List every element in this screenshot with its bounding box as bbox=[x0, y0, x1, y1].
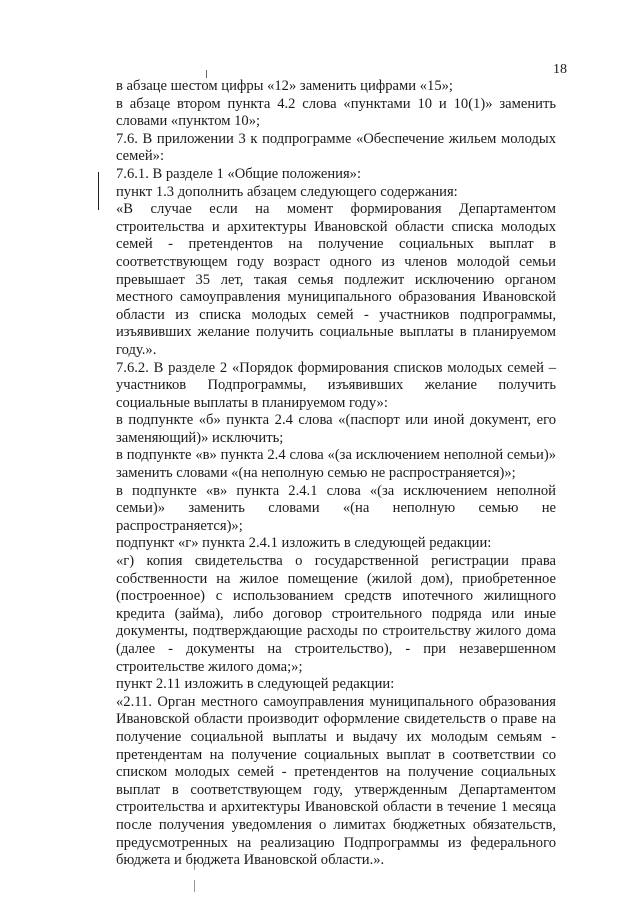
paragraph-4: 7.6.1. В разделе 1 «Общие положения»: bbox=[116, 165, 362, 182]
scan-speck bbox=[206, 70, 207, 78]
scan-speck bbox=[194, 880, 195, 892]
paragraph-1: в абзаце шестом цифры «12» заменить цифрами «15»; bbox=[116, 78, 453, 94]
page-number: 18 bbox=[553, 62, 567, 77]
paragraph-13: пункт 2.11 изложить в следующей редакции: bbox=[116, 676, 395, 693]
paragraph-2: в абзаце втором пункта 4.2 слова «пунктами 10 и 10(1)» заменить словами «пунктом 10»; bbox=[116, 95, 556, 130]
paragraph-8: в подпункте «б» пункта 2.4 слова «(паспорт или иной документ, его заменяющий)» исключить; bbox=[116, 412, 556, 446]
margin-revision-mark bbox=[98, 172, 99, 210]
paragraph-3: 7.6. В приложении 3 к подпрограмме «Обеспечение жильем молодых семей»: bbox=[116, 130, 556, 165]
paragraph-14: «2.11. Орган местного самоуправления муниципального образования Ивановской области производит оформление свидетельств о праве на получение социальной выплаты и выдачу их молодым семьям - претендентам на получение социальных выплат в соответствии со списком молодых семей - претендентов на получение социальных выплат в соответствующем году, утвержденным Департаментом строительства и архитектуры Ивановской области в течение 1 месяца после получения уведомления о лимитах бюджетных обязательств, предусмотренных на реализацию Подпрограммы из федерального бюджета и бюджета Ивановской области.». bbox=[116, 693, 556, 869]
paragraph-9: в подпункте «в» пункта 2.4 слова «(за исключением неполной семьи)» заменить словами «(на неполную семью не распространяется)»; bbox=[116, 447, 556, 482]
paragraph-10: в подпункте «в» пункта 2.4.1 слова «(за исключением неполной семьи)» заменить словами «(на неполную семью не распространяется)»; bbox=[116, 482, 556, 534]
paragraph-6: «В случае если на момент формирования Департаментом строительства и архитектуры Ивановской области списка молодых семей - претендентов на получение социальных выплат в соответствующем году возраст одного из членов молодой семьи превышает 35 лет, такая семья подлежит исключению органом местного самоуправления муниципального образования Ивановской области из списка молодых семей - участников подпрограммы, изъявивших желание получить социальные выплаты в планируемом году.». bbox=[116, 201, 556, 358]
paragraph-12: «г) копия свидетельства о государственной регистрации права собственности на жилое помещение (жилой дом), приобретенное (построенное) с использованием средств ипотечного жилищного кредита (займа), либо договор строительного подряда или иные документы, подтверждающие расходы по строительству жилого дома (далее - документы на строительство), - при незавершенном строительстве жилого дома;»; bbox=[116, 553, 556, 675]
paragraph-5: пункт 1.3 дополнить абзацем следующего содержания: bbox=[116, 183, 458, 200]
document-body bbox=[116, 78, 556, 870]
paragraph-7: 7.6.2. В разделе 2 «Порядок формирования списков молодых семей – участников Подпрограммы, изъявивших желание получить социальные выплаты в планируемом году»: bbox=[116, 359, 556, 411]
paragraph-11: подпункт «г» пункта 2.4.1 изложить в следующей редакции: bbox=[116, 535, 492, 552]
